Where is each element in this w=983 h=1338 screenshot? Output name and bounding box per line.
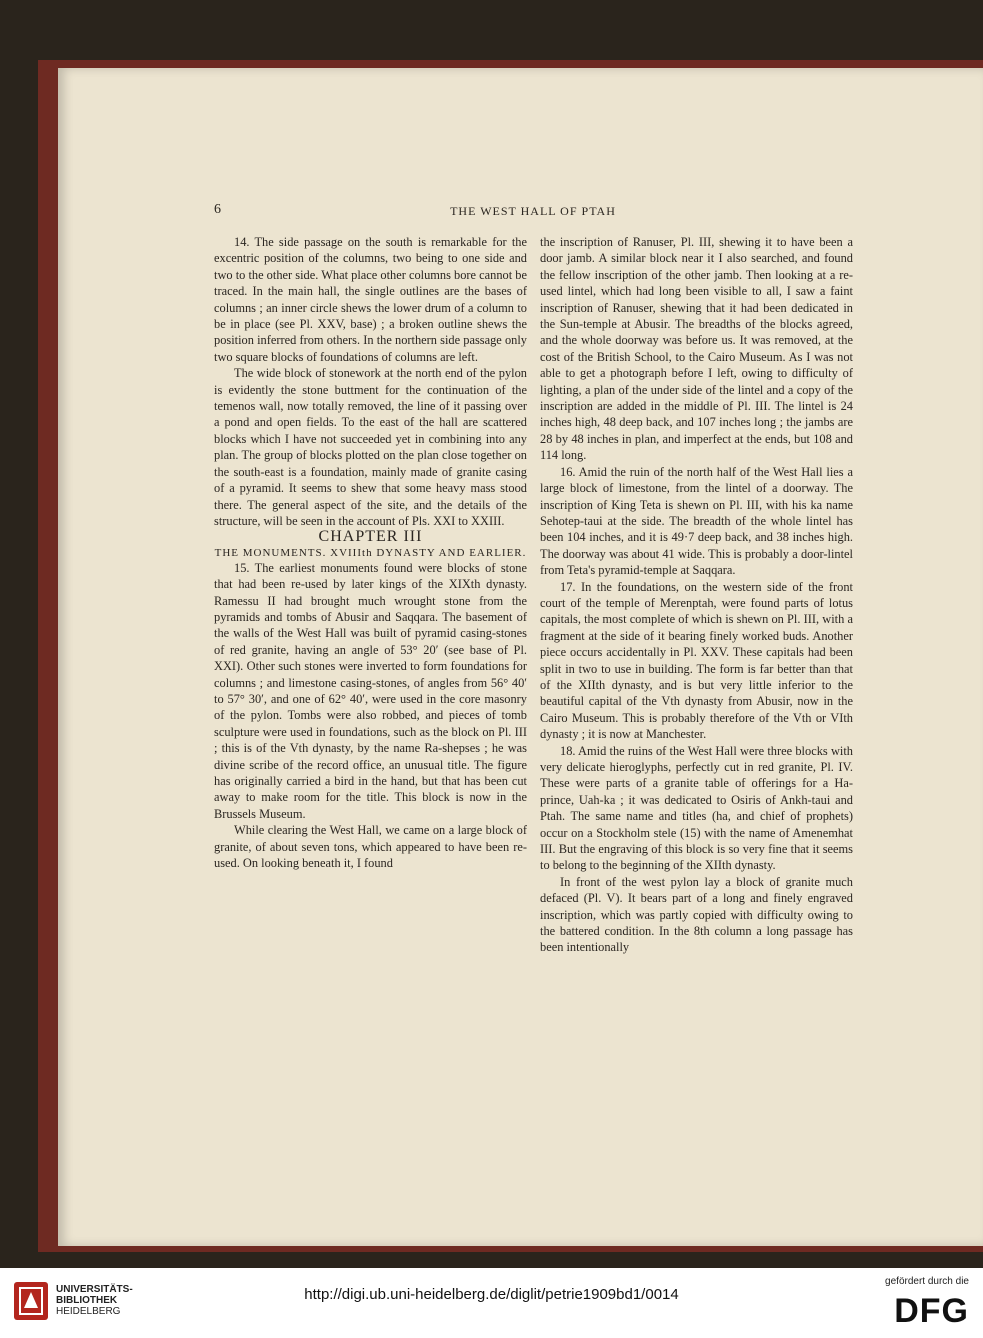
footer-bar <box>0 1268 983 1338</box>
paragraph-18: 18. Amid the ruins of the West Hall were three blocks with very delicate hieroglyphs, perfectly cut in red granite, Pl. IV. These were parts of a granite table of offerings for a Ha-prince, Uah-ka ; it was dedicated to Osiris of Ankh-taui and Ptah. The same name and titles (ha, and chief of prophets) occur on a Stockholm stele (15) with the name of Amenemhat III. But the engraving of this block is so very fine that it seems to belong to the beginning of the XIIth dynasty. <box>540 743 853 873</box>
paragraph-17: 17. In the foundations, on the western side of the front court of the temple of Merenptah, were found parts of lotus capitals, the most complete of which is shewn on Pl. III, with a fragment at the side of it bearing finely worked buds. Another piece occurs accidentally in Pl. XXV. These capitals had been split in two to use in building. The form is far better than that of the XIIth dynasty, and is but very little inferior to the beautiful capital of the Vth dynasty from Abusir, now in the Cairo Museum. This is probably therefore of the Vth or VIth dynasty ; it is now at Manchester. <box>540 579 853 742</box>
right-column <box>540 234 853 956</box>
chapter-heading: CHAPTER III <box>318 528 423 546</box>
running-title: THE WEST HALL OF PTAH <box>450 204 616 218</box>
funded-by-label: gefördert durch die <box>885 1276 969 1287</box>
dfg-logo: DFG <box>894 1292 969 1330</box>
paragraph-15: 15. The earliest monuments found were blocks of stone that had been re-used by later kings of the XIXth dynasty. Ramessu II had brought much wrought stone from the pyramids and tombs of Abusir and Saqqara. The basement of the walls of the West Hall was built of pyramid casing-stones of red granite, having an angle of 53° 20′ (see base of Pl. XXI). Other such stones were inverted to form foundations for columns ; and limestone casing-stones, of angles from 56° 40′ to 57° 30′, and one of 62° 40′, were used in the core masonry of the pylon. Tombs were also robbed, and pieces of tomb sculpture were used in foundations, such as the block on Pl. III ; this is of the Vth dynasty, by the name Ra-shepses ; he was divine scribe of the record office, an unusual title. The figure has originally carried a bird in the hand, but that has been cut away to make room for the title. This block is now in the Brussels Museum. <box>214 560 527 821</box>
paragraph-14: 14. The side passage on the south is remarkable for the excentric position of the columns, two being to one side and two to the other side. What place other columns bore cannot be traced. In the main hall, the single outlines are the bases of columns ; an inner circle shews the lower drum of a column to be in place (see Pl. XXV, base) ; a broken outline shews the position inferred from others. In the northern side passage only two square blocks of foundations of columns are left. <box>214 235 527 364</box>
institution-line-2: BIBLIOTHEK <box>56 1295 118 1306</box>
permalink-url[interactable]: http://digi.ub.uni-heidelberg.de/diglit/petrie1909bd1/0014 <box>304 1286 679 1303</box>
chapter-subtitle: THE MONUMENTS. XVIIIth DYNASTY AND EARLIER. <box>214 546 527 559</box>
institution-line-1: UNIVERSITÄTS- <box>56 1284 133 1295</box>
paragraph-15b: While clearing the West Hall, we came on a large block of granite, of about seven tons, which appeared to have been re-used. On looking beneath it, I found <box>214 823 527 871</box>
page-number: 6 <box>214 202 221 217</box>
paragraph-16: 16. Amid the ruin of the north half of the West Hall lies a large block of limestone, from the lintel of a doorway. The inscription of King Teta is shewn on Pl. III, with his ka name Sehotep-taui at the side. The breadth of the whole lintel has been 104 inches, and it is 49·7 deep back, and 38 inches high. The doorway was about 41 wide. This is probably a door-lintel from Teta's pyramid-temple at Saqqara. <box>540 464 853 578</box>
institution-line-3: HEIDELBERG <box>56 1306 121 1317</box>
left-column <box>214 234 527 871</box>
paragraph-15c: the inscription of Ranuser, Pl. III, shewing it to have been a door jamb. A similar block near it I also searched, and found the fellow inscription of the other jamb. Then looking at a re-used lintel, which had long been visible to all, I saw a faint inscription of Ranuser, shewing that it had been dedicated in the Sun-temple at Abusir. The breadths of the blocks agreed, and the whole doorway was before us. It was removed, at the cost of the British School, to the Cairo Museum. As I was not able to get a photograph before I left, owing to difficulty of lighting, a plan of the under side of the lintel and a copy of the inscription are added in the middle of Pl. III. The lintel is 24 inches high, 48 deep back, and 107 inches long ; the jambs are 28 by 48 inches in plan, and imperfect at the ends, but 108 and 114 long. <box>540 235 853 463</box>
paragraph-14b: The wide block of stonework at the north end of the pylon is evidently the stone buttment for the continuation of the temenos wall, now totally removed, the line of it passing over a pond and open fields. To the east of the hall are scattered blocks which I have not succeeded yet in combining into any plan. The group of blocks plotted on the plan close together on the south-east is a foundation, mainly made of granite casing of a pyramid. It seems to shew that some heavy mass stood there. The general aspect of the site, and the details of the structure, will be seen in the account of Pls. XXI to XXIII. <box>214 366 527 528</box>
paragraph-18b: In front of the west pylon lay a block of granite much defaced (Pl. V). It bears part of a long and finely engraved inscription, which was partly copied with difficulty owing to the battered condition. In the 8th column a long passage has been intentionally <box>540 874 853 955</box>
